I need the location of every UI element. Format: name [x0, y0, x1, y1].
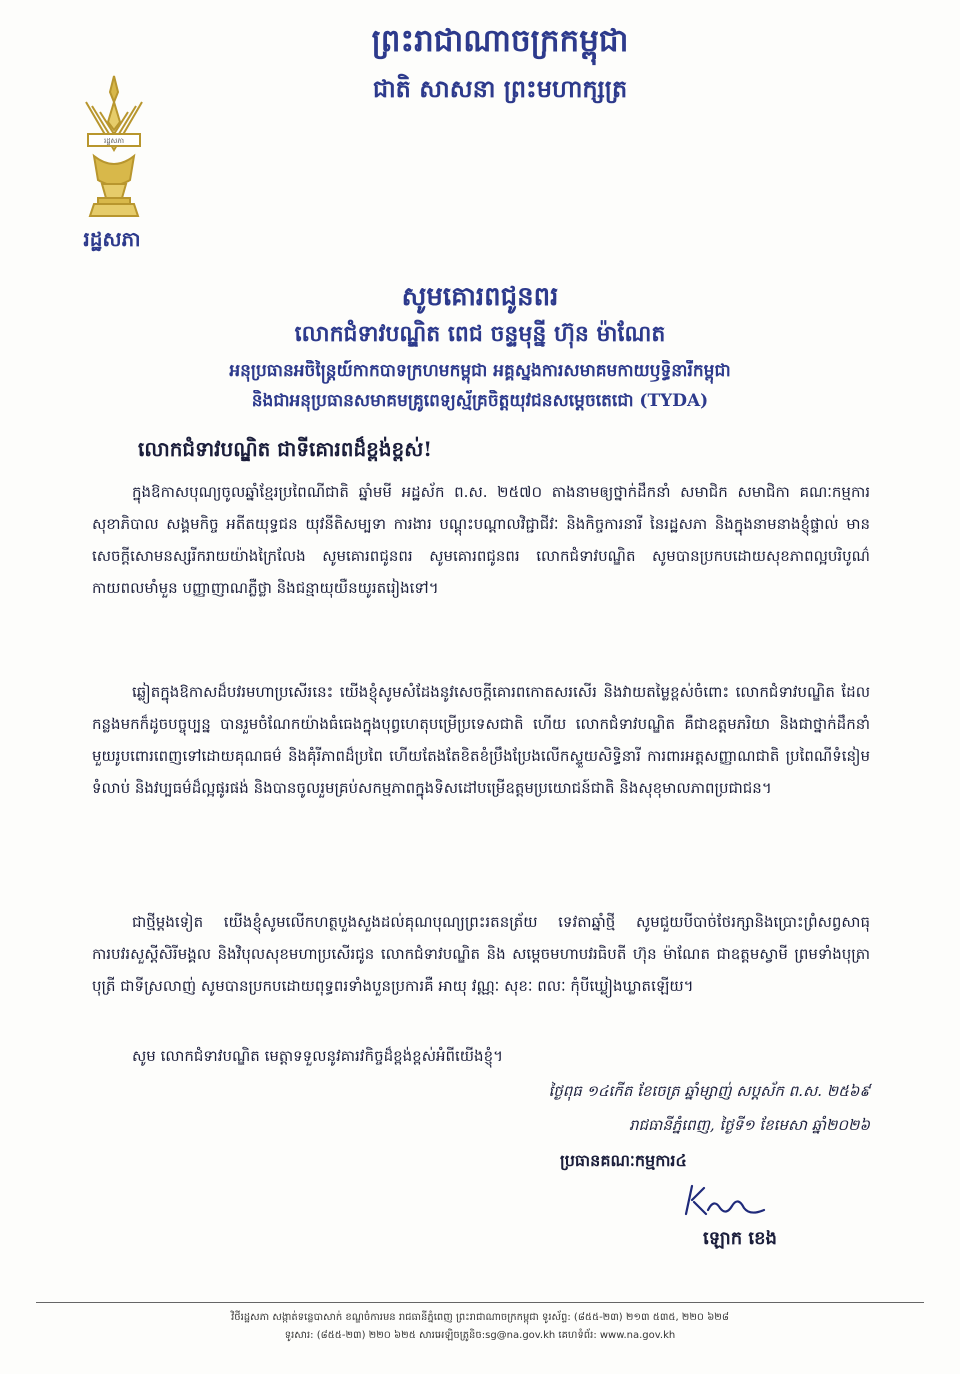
wishes-heading: សូមគោរពជូនពរ [401, 282, 559, 312]
body-paragraph-2: ឆ្លៀតក្នុងឱកាសដ៏បវរមហាប្រសើរនេះ យើងខ្ញុំសូមសំដែងនូវសេចក្តីគោរពកោតសរសើរ និងវាយតម្លៃខ្ពស់ចំពោះ លោកជំទាវបណ្ឌិត ដែលកន្លងមកក៏ដូចបច្ចុប្បន្ន បានរួមចំណែកយ៉ាងធំធេងក្នុងបុព្វហេតុបម្រើប្រទេសជាតិ ហើយ លោកជំទាវបណ្ឌិត គឺជាឧត្តមភរិយា និងជាថ្នាក់ដឹកនាំមួយរូបពោរពេញទៅដោយគុណធម៌ និងគុំរីភាពដ៏ប្រពៃ ហើយតែងតែខិតខំប្រឹងប្រែងលើកស្ទួយសិទ្ធិនារី ការពារអត្តសញ្ញាណជាតិ ប្រពៃណីទំនៀមទំលាប់ និងវប្បធម៌ដ៏ល្អផូរផង់ និងបានចូលរួមគ្រប់សកម្មភាពក្នុងទិសដៅបម្រើឧត្តមប្រយោជន៍ជាតិ និងសុខុមាលភាពប្រជាជន។ [92, 683, 870, 797]
recipient-title-line-2: និងជាអនុប្រធានសមាគមគ្រូពេទ្យស្ម័គ្រចិត្តយុវជនសម្ដេចតេជោ (TYDA) [251, 391, 709, 411]
handwritten-signature [680, 1180, 770, 1220]
recipient-name: លោកជំទាវបណ្ឌិត ពេជ ចន្ទមុន្នី ហ៊ុន ម៉ាណែត [294, 321, 666, 347]
footer-divider [36, 1302, 924, 1303]
national-assembly-emblem [78, 72, 150, 222]
body-paragraph-1: ក្នុងឱកាសបុណ្យចូលឆ្នាំខ្មែរប្រពៃណីជាតិ ឆ្នាំមមី អដ្ឋស័ក ព.ស. ២៥៧០ តាងនាមឲ្យថ្នាក់ដឹកនាំ សមាជិក សមាជិកា គណៈកម្មការ សុខាភិបាល សង្គមកិច្ច អតីតយុទ្ធជន យុវនីតិសម្បទា ការងារ បណ្តុះបណ្តាលវិជ្ជាជីវៈ និងកិច្ចការនារី នៃរដ្ឋសភា និងក្នុងនាមនាងខ្ញុំផ្ទាល់ មានសេចក្តីសោមនស្សរីករាយយ៉ាងក្រៃលែង សូមគោរពជូនពរ សូមគោរពជូនពរ លោកជំទាវបណ្ឌិត សូមបានប្រកបដោយសុខភាពល្អបរិបូណ៌ កាយពលមាំមួន បញ្ញាញាណភ្លឺថ្លា និងជន្មាយុយឺនយូរតរៀងទៅ។ [92, 483, 870, 597]
kingdom-heading: ព្រះរាជាណាចក្រកម្ពុជា [371, 23, 629, 59]
footer-contact: ទូរសារ: (៨៥៥-២៣) ២២០ ៦២៥ សារអេឡិចត្រូនិច:sg@na.gov.kh គេហទំព័រ: www.na.gov.kh [284, 1330, 676, 1341]
place-and-date: រាជធានីភ្នំពេញ, ថ្ងៃទី១ ខែមេសា ឆ្នាំ២០២៦ [629, 1116, 870, 1134]
recipient-title-line-1: អនុប្រធានអចិន្ត្រៃយ៍កាកបាទក្រហមកម្ពុជា អគ្គស្នងការសមាគមកាយឫទ្ធិនារីកម្ពុជា [229, 361, 731, 381]
signer-title: ប្រធានគណៈកម្មការ៤ [560, 1151, 687, 1170]
body-paragraph-3: ជាថ្មីម្តងទៀត យើងខ្ញុំសូមលើកហត្ថបួងសួងដល់គុណបុណ្យព្រះរតនត្រ័យ ទេវតាឆ្នាំថ្មី សូមជួយបីបាច់ថែរក្សានិងប្រោះព្រំសព្វសាធុការបវរសួស្តីសិរីមង្គល និងវិបុលសុខមហាប្រសើរជូន លោកជំទាវបណ្ឌិត និង សម្តេចមហាបវរធិបតី ហ៊ុន ម៉ាណែត ជាឧត្តមស្វាមី ព្រមទាំងបុត្រា បុត្រី ជាទីស្រលាញ់ សូមបានប្រកបដោយពុទ្ធពរទាំងបួនប្រការគឺ អាយុ វណ្ណៈ សុខៈ ពលៈ កុំបីឃ្លៀងឃ្លាតឡើយ។ [92, 913, 870, 995]
lunar-date: ថ្ងៃពុធ ១៤កើត ខែចេត្រ ឆ្នាំម្សាញ់ សប្តស័ក ព.ស. ២៥៦៩ [548, 1082, 870, 1100]
signer-name: ឡោក ខេង [703, 1228, 777, 1249]
emblem-label: រដ្ឋសភា [104, 137, 124, 145]
salutation: លោកជំទាវបណ្ឌិត ជាទីគោរពដ៏ខ្ពង់ខ្ពស់! [138, 437, 433, 461]
body-paragraph-4: សូម លោកជំទាវបណ្ឌិត មេត្តាទទួលនូវគារវកិច្ចដ៏ខ្ពង់ខ្ពស់អំពីយើងខ្ញុំ។ [132, 1047, 503, 1065]
national-motto: ជាតិ សាសនា ព្រះមហាក្សត្រ [372, 74, 628, 103]
institution-name: រដ្ឋសភា [83, 227, 141, 251]
footer-address: វិថីរដ្ឋសភា សង្កាត់ទន្លេបាសាក់ ខណ្ឌចំការមន រាជធានីភ្នំពេញ ព្រះរាជាណាចក្រកម្ពុជា ទូរស័ព្ទ: (៨៥៥-២៣) ២១៣ ៥៣៥, ២២០ ៦២៨ [231, 1312, 729, 1323]
